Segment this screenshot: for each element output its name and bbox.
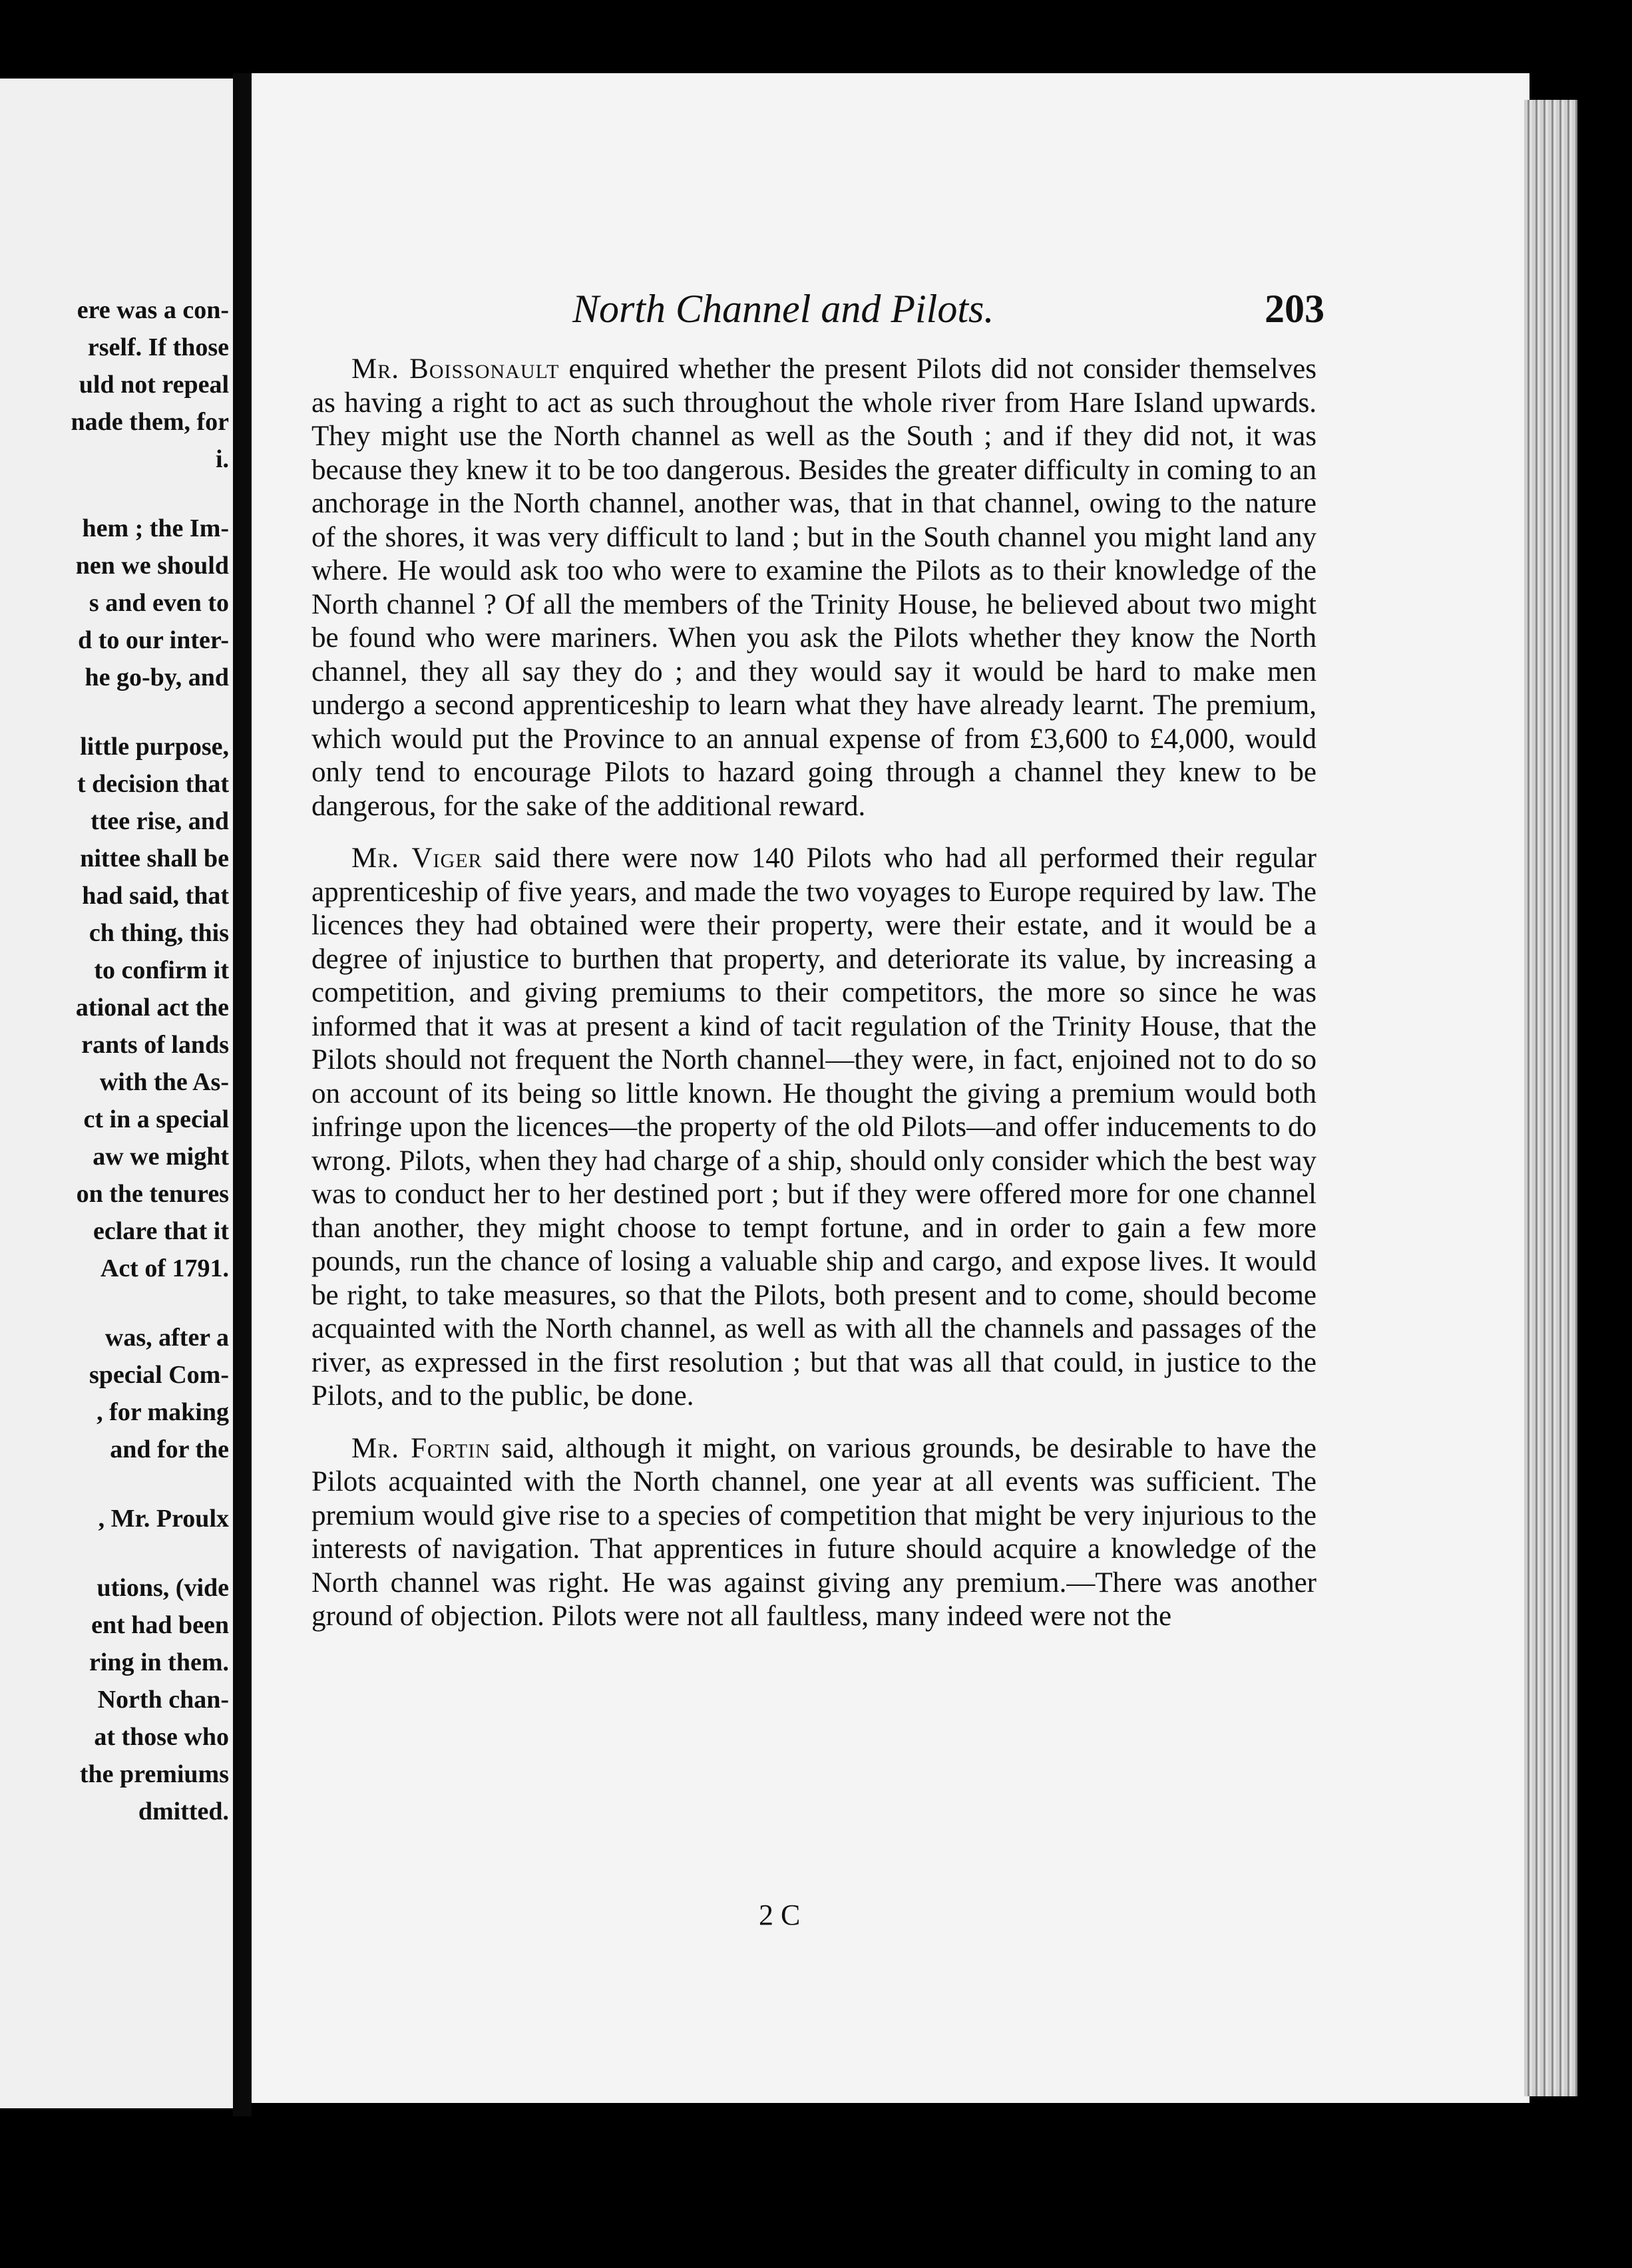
left-line: special Com- [89,1361,229,1389]
page-number: 203 [1265,287,1325,331]
paragraph-fortin [311,1432,1317,1634]
left-line: North chan- [97,1686,229,1714]
paragraph-boissonault [311,353,1317,823]
left-line: rself. If those [87,333,229,361]
left-line: the premiums [79,1760,229,1788]
left-line: had said, that [82,882,229,910]
left-line: on the tenures [76,1180,229,1208]
left-line: at those who [94,1723,229,1751]
left-line-gap [0,696,229,728]
left-line: was, after a [104,1324,229,1352]
speaker-name: Mr. Fortin [351,1432,491,1464]
left-line: hem ; the Im- [82,514,229,542]
left-line: dmitted. [138,1797,229,1825]
left-line: ent had been [91,1611,229,1639]
left-line: ttee rise, and [91,807,229,835]
left-line: d to our inter- [78,626,229,654]
body-text [311,353,1317,1652]
paragraph-text: said, although it might, on various grounds, be desirable to have the Pilots acquainted with the North channel, one year at all events was sufficient. The premium would give rise to a species of competition that might be very injurious to the interests of navigation. That apprentices in future should acquire a knowledge of the North channel was right. He was against giving any premium.—There was another ground of objection. Pilots were not all faultless, many indeed were not the [311,1432,1317,1632]
speaker-name: Mr. Boissonault [351,353,560,385]
book-gutter [233,73,252,2116]
left-line-gap [0,1468,229,1500]
left-line: little purpose, [80,733,229,761]
left-page [0,79,233,2108]
left-line-gap [0,478,229,510]
left-line: i. [215,445,229,473]
paragraph-viger [311,842,1317,1414]
left-line: s and even to [89,589,229,617]
left-line: nade them, for [71,408,229,436]
left-line: rants of lands [81,1031,229,1059]
left-line: nittee shall be [80,845,229,872]
speaker-name: Mr. Viger [351,843,483,874]
left-line-gap [0,1287,229,1319]
left-line: and for the [110,1435,229,1463]
left-line: ch thing, this [89,919,229,947]
signature-mark: 2 C [759,1899,801,1931]
left-line: utions, (vide [97,1574,229,1602]
left-line: , Mr. Proulx [98,1505,229,1533]
left-page-text [0,291,229,1830]
paragraph-text: said there were now 140 Pilots who had all performed their regular apprenticeship of five years, and made the two voyages to Europe required by law. The licences they had obtained were their property, were their estate, and it would be a degree of injustice to burthen that property, and deteriorate its value, by increasing a competition, and giving premiums to their competitors, the more so since he was informed that it was at present a kind of tacit regulation of the Trinity House, that the Pilots should not frequent the North channel—they were, in fact, enjoined not to do so on account of its being so little known. He thought the giving a premium would both infringe upon the licences—the property of the old Pilots—and offer inducements to do wrong. Pilots, when they had charge of a ship, should only consider which the best way was to conduct her to her destined port ; but if they were offered more for one channel than another, they might choose to tempt fortune, and in order to gain a few more pounds, run the chance of losing a valuable ship and cargo, and expose lives. It would be right, to take measures, so that the Pilots, both present and to come, should become acquainted with the North channel, as well as with all the channels and passages of the river, as expressed in the first resolution ; but that was all that could, in justice to the Pilots, and to the public, be done. [311,843,1317,1412]
left-line: aw we might [93,1143,229,1171]
left-line-gap [0,1537,229,1569]
left-line: ring in them. [89,1648,229,1676]
left-line: Act of 1791. [100,1254,229,1282]
left-line: ere was a con- [77,296,229,324]
left-line: ct in a special [83,1105,229,1133]
left-line: , for making [97,1398,229,1426]
left-line: nen we should [75,552,229,580]
left-line: t decision that [77,770,229,798]
running-head [319,286,1325,339]
left-line: uld not repeal [79,371,229,399]
running-title: North Channel and Pilots. [572,287,994,331]
left-line: ational act the [75,994,229,1022]
left-line: he go-by, and [85,663,229,691]
paragraph-text: enquired whether the present Pilots did not consider themselves as having a right to act as such throughout the whole river from Hare Island upwards. They might use the North channel as well as the South ; and if they did not, it was because they knew it to be too dangerous. Besides the greater difficulty in coming to an anchorage in the North channel, another was, that in that channel, owing to the nature of the shores, it was very difficult to land ; but in the South channel you might land any where. He would ask too who were to examine the Pilots as to their knowledge of the North channel ? Of all the members of the Trinity House, he believed about two might be found who were mariners. When you ask the Pilots whether they know the North channel, they all say they do ; and they would say it would be hard to make men undergo a second apprenticeship to learn what they have already learnt. The premium, which would put the Province to an annual expense of from £3,600 to £4,000, would only tend to encourage Pilots to hazard going through a channel they knew to be dangerous, for the sake of the additional reward. [311,353,1317,822]
left-line: with the As- [99,1068,229,1096]
page-edges [1524,100,1577,2096]
left-line: eclare that it [93,1217,229,1245]
left-line: to confirm it [94,956,229,984]
